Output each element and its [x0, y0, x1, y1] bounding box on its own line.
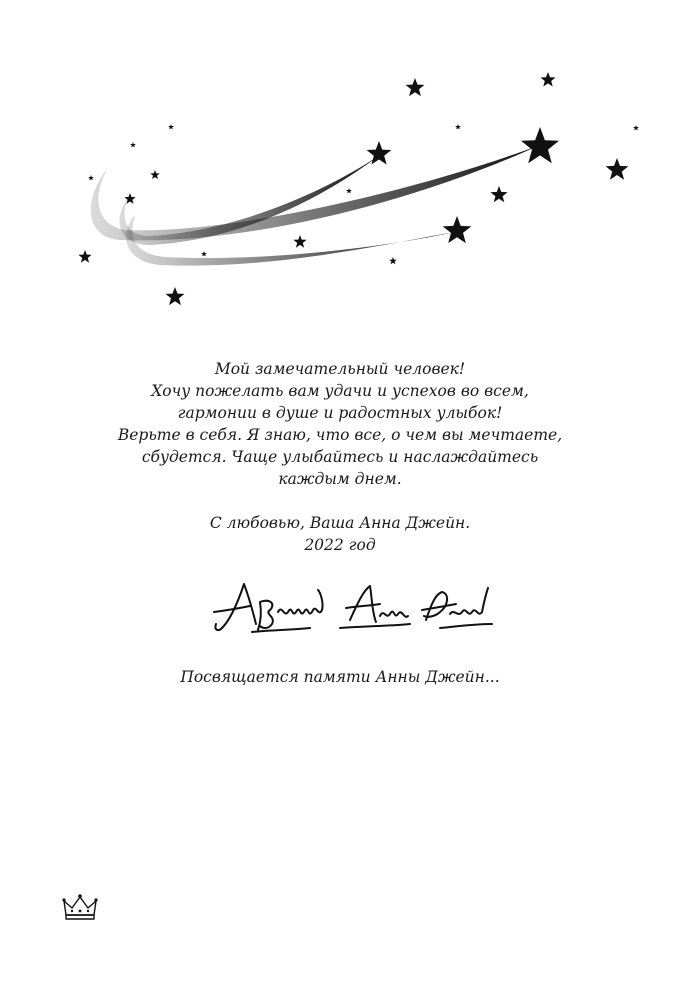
star-icon — [389, 257, 397, 264]
star-icon — [346, 188, 352, 193]
closing-year: 2022 год — [304, 536, 376, 554]
message-line: Хочу пожелать вам удачи и успехов во всем, — [151, 382, 529, 400]
dedication-text: Посвящается памяти Анны Джейн... — [180, 668, 500, 686]
star-icon — [455, 124, 461, 129]
message-line: Мой замечательный человек! — [214, 360, 466, 378]
star-icon — [130, 142, 136, 147]
message-line: сбудется. Чаще улыбайтесь и наслаждайтесь — [141, 448, 539, 466]
star-icon — [490, 186, 507, 202]
greeting-message — [0, 358, 680, 490]
handwritten-signature — [200, 572, 500, 644]
star-icon — [88, 175, 94, 180]
star-icon — [168, 124, 174, 129]
star-icon — [166, 287, 185, 305]
star-icon — [443, 216, 472, 243]
star-icon — [293, 235, 306, 248]
star-icon — [521, 127, 559, 163]
crown-icon — [62, 893, 98, 923]
star-icon — [606, 158, 629, 180]
star-icon — [633, 125, 639, 130]
star-icon — [78, 250, 91, 263]
star-icon — [150, 170, 160, 179]
message-line: гармонии в душе и радостных улыбок! — [177, 404, 503, 422]
star-icon — [406, 78, 425, 96]
star-icon — [201, 251, 207, 256]
message-line: каждым днем. — [278, 470, 402, 488]
star-icon — [540, 72, 555, 87]
message-line: Верьте в себя. Я знаю, что все, о чем вы мечтаете, — [117, 426, 563, 444]
closing-sign-off: С любовью, Ваша Анна Джейн. — [209, 514, 471, 532]
shooting-stars-icon — [0, 0, 680, 330]
star-icon — [367, 141, 392, 165]
closing-block — [0, 512, 680, 556]
